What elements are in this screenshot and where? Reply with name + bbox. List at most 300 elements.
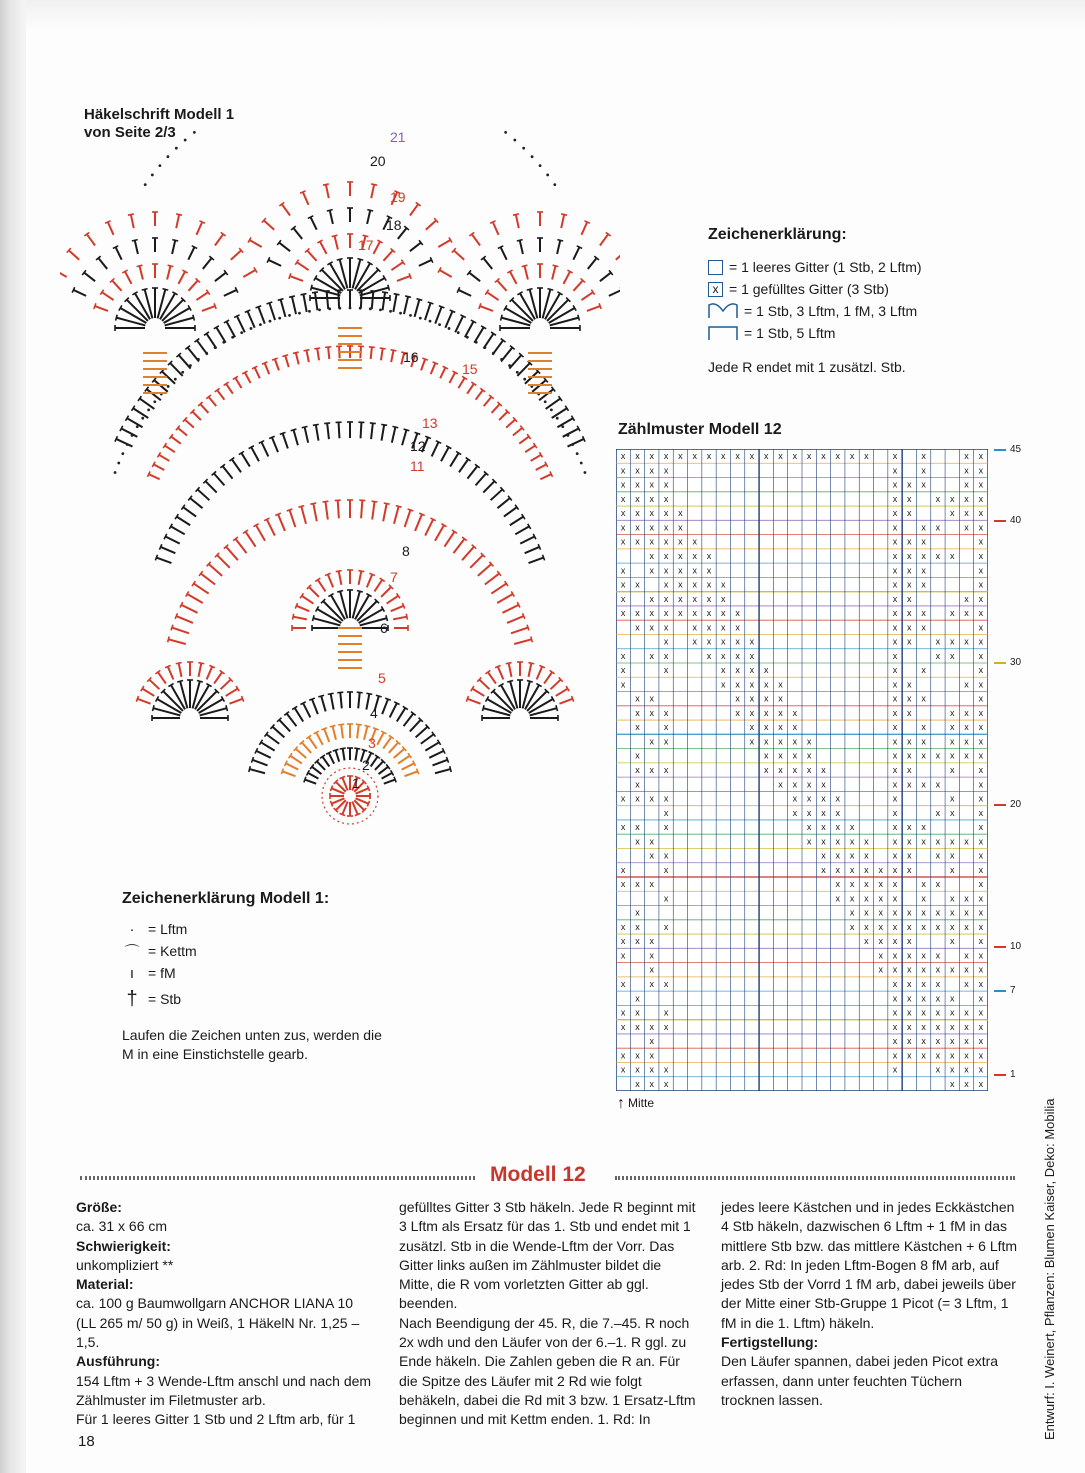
diagram-title-line1: Häkelschrift Modell 1: [84, 106, 235, 123]
big-arc-stitches: [248, 311, 255, 328]
filled-mesh-mark: x: [892, 593, 898, 604]
fan-stitches: [202, 306, 215, 311]
big-arc-stitches: [474, 327, 483, 342]
filled-mesh-mark: x: [749, 693, 755, 704]
round-stitches: [450, 766, 452, 772]
round-stitches: [312, 767, 322, 774]
round-stitches: [302, 742, 311, 752]
filled-mesh-mark: x: [678, 536, 683, 547]
fan-stitches: [311, 217, 317, 230]
fan-stitches: [553, 265, 559, 266]
fan-stitches: [507, 681, 513, 683]
filled-mesh-mark: x: [892, 608, 898, 619]
big-arc-stitches: [214, 473, 225, 485]
filled-mesh-mark: x: [635, 993, 640, 1004]
fan-stitches: [215, 273, 226, 282]
filled-mesh-mark: x: [978, 793, 984, 804]
filled-mesh-mark: x: [735, 622, 740, 633]
filled-mesh-mark: x: [849, 907, 855, 918]
fan-stitches: [556, 705, 558, 711]
fan-stitches: [573, 247, 579, 260]
article-col3-para1: jedes leere Kästchen und in jedes Eckkästchen 4 Stb häkeln, dazwischen 6 Lftm + 1 fM in das mittlere Stb bzw. das mittlere Kästchen + 6 Lftm arb. 2. Rd: In jeden Lftm-Bogen 8 fM arb, auf jedes Stb der Vorrd 1 fM arb, dabei jeweils über der Mitte einer Stb-Gruppe 1 Picot (= 3 Lftm, 1 fM in die 1. Lftm) häkeln.: [721, 1199, 1018, 1331]
filled-mesh-mark: x: [649, 1021, 655, 1032]
filled-mesh-mark: x: [892, 736, 898, 747]
big-arc-stitches: [209, 397, 217, 406]
filled-mesh-mark: x: [949, 765, 955, 775]
filled-mesh-mark: x: [907, 508, 912, 519]
big-arc-stitches: [267, 519, 275, 535]
filled-mesh-mark: x: [864, 879, 869, 890]
mitte-marker: [617, 1096, 654, 1111]
filled-mesh-mark: x: [620, 522, 626, 533]
filled-mesh-mark: x: [978, 1078, 984, 1089]
round-stitches: [303, 703, 310, 717]
fan-stitches: [137, 265, 143, 266]
fan-stitches: [584, 221, 589, 223]
filled-mesh-mark: x: [649, 608, 655, 619]
fan-stitches: [498, 667, 504, 680]
big-arc-stitches: [187, 594, 203, 603]
big-arc-stitches: [467, 384, 474, 394]
filled-mesh-mark: x: [949, 1036, 955, 1047]
fan-stitches: [516, 215, 519, 229]
big-arc-stitches: [435, 525, 444, 541]
filled-mesh-mark: x: [778, 750, 783, 761]
fan-stitches: [153, 705, 155, 711]
big-arc-stitches: [232, 459, 241, 472]
filled-mesh-mark: x: [921, 950, 926, 961]
filled-mesh-mark: x: [692, 579, 697, 590]
filled-mesh-mark: x: [892, 836, 898, 847]
big-arc-stitches: [178, 428, 187, 436]
filled-mesh-mark: x: [864, 451, 869, 462]
filled-mesh-mark: x: [949, 736, 955, 747]
chain-dot: [466, 336, 469, 339]
big-arc-stitches: [476, 390, 483, 400]
filled-mesh-mark: x: [649, 622, 655, 633]
filled-mesh-mark: x: [663, 650, 669, 661]
round-stitches: [251, 757, 253, 763]
filled-mesh-mark: x: [620, 793, 626, 804]
filled-mesh-mark: x: [706, 593, 712, 604]
article-col2-para2: Nach Beendigung der 45. R, die 7.–45. R noch 2x wdh und den Läufer von der 6.–1. R ggl. zu Ende häkeln. Die Zahlen geben die R an. Für die Spitze des Läufer mit 2 Rd wie folgt behäkeln, dabei die Rd mit 3 bzw. 1 Ersatz-Lftm beginnen und mit Kettm enden. 1. Rd: In: [399, 1314, 696, 1428]
fan-stitches: [573, 280, 582, 290]
round-number-label: 7: [390, 569, 398, 585]
filled-mesh-mark: x: [978, 650, 984, 661]
round-stitches: [333, 749, 339, 751]
fan-stitches: [544, 672, 552, 683]
round-stitches: [385, 698, 391, 700]
filled-mesh-mark: x: [821, 765, 826, 775]
filled-mesh-mark: x: [978, 479, 984, 490]
big-arc-stitches: [269, 436, 275, 438]
fan-stitches: [588, 258, 597, 269]
filled-mesh-mark: x: [778, 736, 783, 747]
filled-mesh-mark: x: [849, 822, 855, 833]
fan-stitches: [493, 222, 499, 235]
round-stitches: [304, 777, 306, 783]
big-arc-stitches: [172, 628, 189, 634]
big-arc-stitches: [194, 584, 209, 594]
round-number-label: 5: [378, 670, 386, 686]
big-arc-stitches: [361, 422, 362, 438]
big-arc-stitches: [312, 292, 318, 293]
filled-mesh-mark: x: [892, 879, 898, 890]
chain-dot: [214, 346, 217, 349]
filled-mesh-mark: x: [763, 679, 769, 690]
round-stitches: [329, 753, 334, 764]
filled-mesh-mark: x: [921, 1036, 926, 1047]
big-arc-stitches: [296, 353, 299, 365]
big-arc-stitches: [392, 427, 396, 443]
big-arc-stitches: [278, 514, 285, 531]
chain-dot: [141, 417, 144, 420]
round-number-label: 12: [410, 438, 426, 454]
round-stitches: [389, 742, 398, 752]
fan-stitches: [135, 240, 138, 254]
filled-mesh-mark: x: [749, 679, 755, 690]
filled-mesh-mark: x: [635, 1050, 640, 1061]
filled-mesh-mark: x: [949, 750, 955, 761]
filled-mesh-mark: x: [935, 907, 941, 918]
filled-mesh-mark: x: [921, 522, 926, 533]
filled-mesh-mark: x: [821, 850, 826, 861]
big-arc-stitches: [327, 423, 329, 439]
big-arc-stitches: [303, 294, 306, 312]
big-arc-stitches: [281, 300, 286, 317]
filled-mesh-mark: x: [892, 765, 898, 775]
chain-dot: [222, 341, 225, 344]
chain-dot: [522, 147, 525, 150]
filled-mesh-mark: x: [649, 979, 655, 989]
filled-mesh-mark: x: [635, 1021, 640, 1032]
round-stitches: [341, 725, 343, 739]
fan-stitches: [367, 210, 370, 224]
big-arc-stitches: [372, 502, 374, 520]
round-stitches: [377, 732, 384, 744]
filled-mesh-mark: x: [921, 1007, 926, 1018]
filled-mesh-mark: x: [964, 1078, 969, 1089]
filled-mesh-mark: x: [663, 465, 669, 476]
legend-main-note: Jede R endet mit 1 zusätzl. Stb.: [708, 359, 906, 375]
round-stitches: [358, 692, 359, 708]
big-arc-stitches: [236, 539, 247, 553]
filled-mesh-mark: x: [663, 736, 669, 747]
fan-stitches: [199, 221, 204, 223]
big-arc-stitches: [525, 547, 540, 553]
filled-mesh-mark: x: [663, 707, 669, 718]
filled-mesh-mark: x: [663, 722, 669, 733]
big-arc-stitches: [408, 509, 414, 511]
big-arc-stitches: [209, 564, 223, 576]
big-arc-stitches: [405, 296, 411, 297]
filled-mesh-mark: x: [649, 693, 655, 704]
filled-mesh-mark: x: [706, 565, 712, 576]
chain-dot: [475, 341, 478, 344]
fan-stitches: [367, 210, 373, 211]
big-arc-stitches: [280, 432, 286, 434]
center-stitches: [340, 813, 346, 815]
fan-stitches: [406, 614, 407, 620]
fan-stitches: [178, 271, 185, 283]
filled-mesh-mark: x: [892, 893, 898, 904]
filled-mesh-mark: x: [678, 451, 683, 462]
filled-mesh-mark: x: [792, 750, 798, 761]
fan-stitches: [410, 243, 421, 252]
filled-mesh-mark: x: [706, 608, 712, 619]
filled-mesh-mark: x: [978, 1021, 984, 1032]
fan-stitches: [374, 580, 382, 592]
fan-stitches: [609, 290, 620, 296]
filled-mesh-mark: x: [706, 551, 712, 561]
filled-mesh-mark: x: [635, 508, 640, 519]
legend-label-filled-mesh: = 1 gefülltes Gitter (3 Stb): [729, 281, 889, 297]
filled-mesh-mark: x: [892, 551, 898, 561]
big-arc-stitches: [198, 489, 210, 500]
filled-mesh-mark: x: [620, 950, 626, 961]
big-arc-stitches: [514, 639, 531, 644]
big-arc-stitches: [458, 378, 464, 388]
fan-stitches: [142, 289, 148, 291]
legend-item-lftm: [122, 918, 392, 940]
filled-mesh-mark: x: [949, 836, 955, 847]
fan-stitches: [367, 574, 372, 587]
filled-mesh-mark: x: [678, 565, 683, 576]
finishing-text: Den Läufer spannen, dabei jeden Picot extra erfassen, dann unter feuchten Tüchern trocknen lassen.: [721, 1353, 999, 1408]
filled-mesh-mark: x: [692, 608, 697, 619]
material-heading: Material:: [76, 1276, 134, 1293]
round-number-label: 2: [362, 757, 370, 773]
big-arc-stitches: [538, 544, 540, 550]
row-label-45: [994, 444, 1021, 455]
filled-mesh-mark: x: [835, 864, 841, 875]
filled-mesh-mark: x: [821, 836, 826, 847]
fan-stitches: [302, 596, 314, 604]
big-arc-stitches: [154, 464, 165, 470]
big-arc-stitches: [314, 348, 320, 349]
legend-label-kettm: = Kettm: [148, 943, 197, 959]
filled-mesh-mark: x: [678, 579, 683, 590]
filled-mesh-mark: x: [921, 822, 926, 833]
fan-stitches: [165, 665, 171, 667]
filled-mesh-mark: x: [892, 964, 898, 975]
center-stitches: [330, 786, 332, 792]
filled-mesh-mark: x: [978, 565, 984, 576]
fan-stitches: [539, 665, 545, 667]
fan-stitches: [495, 665, 501, 667]
fan-stitches: [176, 214, 182, 215]
filled-mesh-mark: x: [964, 493, 969, 504]
big-arc-stitches: [465, 321, 474, 337]
fan-stitches: [358, 571, 364, 572]
fan-stitches: [557, 240, 563, 241]
filled-mesh-mark: x: [635, 765, 640, 775]
big-arc-stitches: [450, 310, 456, 312]
filled-mesh-mark: x: [663, 579, 669, 590]
filled-mesh-mark: x: [907, 622, 912, 633]
filled-mesh-mark: x: [907, 850, 912, 861]
filled-mesh-mark: x: [835, 451, 841, 462]
filled-mesh-mark: x: [635, 921, 640, 932]
filled-mesh-mark: x: [949, 493, 955, 504]
big-arc-stitches: [476, 473, 487, 485]
big-arc-stitches: [338, 290, 339, 308]
big-arc-stitches: [433, 362, 439, 364]
big-arc-stitches: [168, 639, 185, 644]
filled-mesh-mark: x: [849, 893, 855, 904]
round-stitches: [286, 763, 298, 769]
filled-mesh-mark: x: [663, 479, 669, 490]
round-stitches: [354, 748, 360, 749]
filled-mesh-mark: x: [978, 722, 984, 733]
big-arc-stitches: [179, 355, 191, 368]
filled-mesh-mark: x: [935, 879, 941, 890]
big-arc-stitches: [317, 348, 319, 360]
big-arc-stitches: [201, 574, 215, 585]
big-arc-stitches: [536, 464, 547, 470]
chain-dot: [553, 183, 556, 186]
filled-mesh-mark: x: [649, 479, 655, 490]
filled-mesh-mark: x: [921, 622, 926, 633]
filled-mesh-mark: x: [620, 864, 626, 875]
fan-stitches: [438, 240, 450, 247]
fan-stitches: [581, 292, 593, 300]
filled-mesh-mark: x: [735, 608, 740, 619]
big-arc-stitches: [159, 544, 161, 550]
filled-mesh-mark: x: [864, 893, 869, 904]
filled-mesh-mark: x: [749, 707, 755, 718]
big-arc-stitches: [171, 437, 181, 444]
filled-mesh-mark: x: [678, 508, 683, 519]
filled-mesh-mark: x: [706, 451, 712, 462]
filled-mesh-mark: x: [949, 551, 955, 561]
chain-dot: [546, 174, 549, 177]
fan-stitches: [327, 210, 333, 211]
filled-mesh-mark: x: [921, 451, 926, 462]
round-stitches: [309, 737, 317, 748]
fan-stitches: [556, 689, 568, 696]
big-arc-stitches: [462, 547, 474, 561]
filled-mesh-mark: x: [964, 608, 969, 619]
filled-mesh-mark: x: [907, 593, 912, 604]
filled-mesh-mark: x: [620, 1007, 626, 1018]
round-stitches: [355, 749, 357, 761]
big-arc-stitches: [171, 625, 173, 631]
filled-mesh-mark: x: [964, 522, 969, 533]
chain-symbol-icon: ·: [129, 920, 135, 938]
filled-mesh-mark: x: [620, 579, 626, 590]
filled-mesh-mark: x: [806, 736, 812, 747]
filled-mesh-mark: x: [907, 907, 912, 918]
big-arc-stitches: [439, 306, 445, 308]
fan-stitches: [140, 266, 143, 280]
big-arc-stitches: [552, 408, 567, 418]
fan-stitches: [517, 240, 523, 241]
big-arc-stitches: [161, 547, 176, 553]
filled-mesh-mark: x: [849, 850, 855, 861]
filled-mesh-mark: x: [907, 950, 912, 961]
round-stitches: [366, 694, 369, 710]
big-arc-stitches: [444, 532, 454, 547]
filled-mesh-mark: x: [849, 836, 855, 847]
diagram-title-line2: von Seite 2/3: [84, 124, 176, 141]
round-stitches: [333, 726, 336, 740]
filled-mesh-mark: x: [935, 1036, 941, 1047]
big-arc-stitches: [278, 299, 284, 301]
filled-mesh-mark: x: [907, 936, 912, 947]
filled-mesh-mark: x: [964, 750, 969, 761]
big-arc-stitches: [384, 503, 390, 504]
big-arc-stitches: [525, 446, 535, 453]
filled-mesh-mark: x: [692, 551, 697, 561]
chain-dot: [114, 471, 117, 474]
big-arc-stitches: [275, 359, 279, 370]
article-col1: [76, 1198, 376, 1430]
big-arc-stitches: [217, 390, 224, 400]
chain-dot: [136, 425, 139, 428]
filled-mesh-mark: x: [792, 451, 798, 462]
filled-mesh-mark: x: [949, 608, 955, 619]
fan-stitches: [336, 571, 342, 572]
fan-stitches: [480, 306, 493, 311]
filled-mesh-mark: x: [663, 850, 669, 861]
big-arc-stitches: [289, 296, 295, 297]
filled-mesh-mark: x: [663, 451, 669, 462]
filled-mesh-mark: x: [892, 1007, 898, 1018]
chain-dot: [550, 408, 553, 411]
filled-mesh-mark: x: [763, 451, 769, 462]
chain-dot: [189, 364, 192, 367]
filled-mesh-mark: x: [978, 964, 984, 975]
fan-stitches: [242, 696, 244, 702]
fan-stitches: [209, 665, 215, 667]
fan-stitches: [373, 241, 380, 253]
fan-stitches: [172, 240, 175, 254]
big-arc-stitches: [394, 294, 400, 295]
filled-mesh-mark: x: [821, 779, 826, 790]
fan-stitches: [381, 587, 391, 597]
chain-dot: [438, 323, 441, 326]
filled-mesh-mark: x: [649, 765, 655, 775]
filled-mesh-mark: x: [635, 936, 640, 947]
chain-dot: [259, 323, 262, 326]
fan-stitches: [513, 214, 519, 215]
big-arc-stitches: [237, 316, 245, 332]
fan-stitches: [197, 681, 203, 683]
filled-mesh-mark: x: [978, 665, 984, 676]
fan-stitches: [557, 240, 560, 254]
filled-mesh-mark: x: [964, 1050, 969, 1061]
chain-dot: [539, 164, 542, 167]
fan-stitches: [176, 663, 182, 664]
filled-mesh-mark: x: [864, 850, 869, 861]
big-arc-stitches: [520, 537, 534, 544]
filled-mesh-mark: x: [821, 451, 826, 462]
filled-mesh-mark: x: [978, 750, 984, 761]
filled-mesh-mark: x: [849, 451, 855, 462]
round-stitches: [376, 695, 382, 697]
filled-mesh-mark: x: [763, 707, 769, 718]
filled-mesh-mark: x: [892, 793, 898, 804]
filled-mesh-mark: x: [620, 879, 626, 890]
filled-mesh-mark: x: [706, 579, 712, 590]
filled-mesh-mark: x: [978, 765, 984, 775]
round-stitches: [321, 696, 325, 711]
filled-mesh-mark: x: [663, 636, 669, 647]
filled-mesh-mark: x: [649, 522, 655, 533]
filled-mesh-mark: x: [978, 593, 984, 604]
chain-dot: [167, 155, 170, 158]
